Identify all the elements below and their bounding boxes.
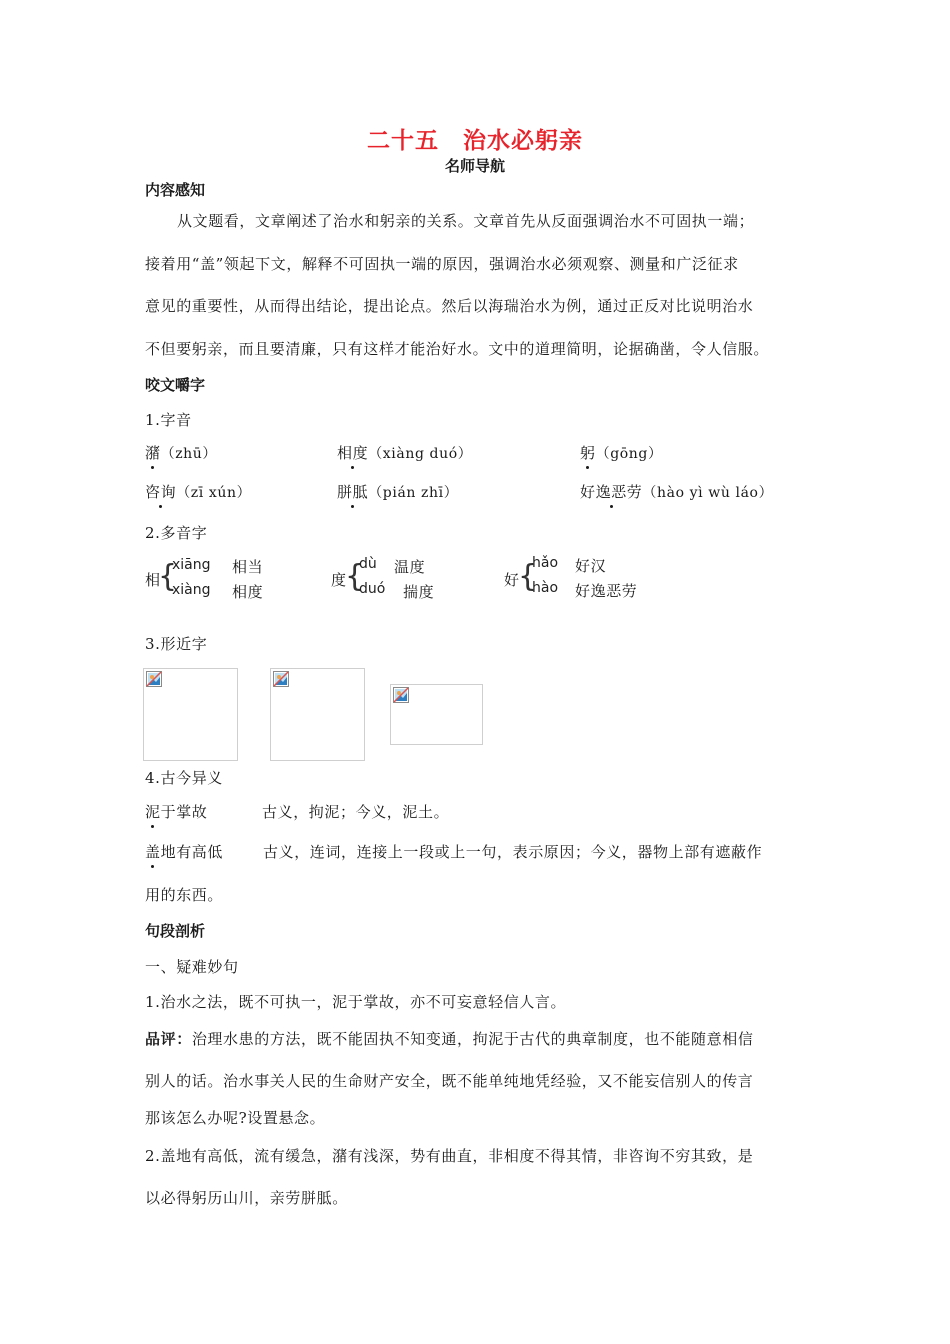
comment-line: 那该怎么办呢?设置悬念。 xyxy=(145,1109,326,1127)
image-placeholder xyxy=(390,684,483,745)
gu-jin-item xyxy=(145,801,207,822)
paragraph-line: 意见的重要性，从而得出结论，提出论点。然后以海瑞治水为例，通过正反对比说明治水 xyxy=(145,297,754,315)
dotted-word: 躬 xyxy=(580,444,596,462)
image-placeholder xyxy=(270,668,365,761)
duo-yin-label: 2.多音字 xyxy=(145,524,208,542)
pinyin: （hào yì wù láo） xyxy=(642,485,774,501)
pinyin: （zī xún） xyxy=(176,485,252,501)
comment-line xyxy=(145,1028,753,1049)
broken-image-icon xyxy=(273,671,289,687)
polyphone-word: 相当 xyxy=(232,558,264,576)
brace-icon: { xyxy=(158,559,178,594)
section-heading-words: 咬文嚼字 xyxy=(145,376,206,394)
polyphone-char: 好 xyxy=(504,571,520,589)
polyphone-word: 相度 xyxy=(232,583,264,601)
comment-text: 治理水患的方法，既不能固执不知变通，拘泥于古代的典章制度，也不能随意相信 xyxy=(191,1030,754,1048)
pronunciation-item xyxy=(580,442,663,463)
dotted-word: 咨询 xyxy=(145,483,177,501)
dotted-word: 潴 xyxy=(145,444,161,462)
phrase: 盖地有高低 xyxy=(145,843,224,861)
pronunciation-item xyxy=(145,442,217,463)
polyphone-pinyin: hǎo xyxy=(532,555,559,571)
xing-jin-label: 3.形近字 xyxy=(145,635,208,653)
broken-image-icon xyxy=(393,687,409,703)
pinyin: （zhū） xyxy=(160,446,218,462)
zi-yin-label: 1.字音 xyxy=(145,411,192,429)
polyphone-word: 好汉 xyxy=(575,557,607,575)
dotted-word: 胼胝 xyxy=(337,483,369,501)
polyphone-word: 好逸恶劳 xyxy=(575,582,638,600)
page-title: 二十五 治水必躬亲 xyxy=(367,128,583,154)
gu-jin-definition: 古义，拘泥；今义，泥土。 xyxy=(262,803,450,821)
gu-jin-definition-cont: 用的东西。 xyxy=(145,886,224,904)
paragraph-line: 接着用“盖”领起下文，解释不可固执一端的原因，强调治水必须观察、测量和广泛征求 xyxy=(145,255,739,273)
sentence: 1.治水之法，既不可执一，泥于掌故，亦不可妄意轻信人言。 xyxy=(145,993,567,1011)
polyphone-char: 度 xyxy=(331,571,347,589)
polyphone-pinyin: dù xyxy=(359,556,377,572)
polyphone-pinyin: duó xyxy=(359,581,386,597)
page-subtitle: 名师导航 xyxy=(444,157,505,175)
pronunciation-item xyxy=(580,481,773,502)
section-heading-analysis: 句段剖析 xyxy=(145,922,206,940)
dotted-word: 相度 xyxy=(337,444,369,462)
dotted-char: 泥 xyxy=(145,803,161,821)
image-placeholder xyxy=(143,668,238,761)
gu-jin-item xyxy=(145,841,223,862)
gu-jin-label: 4.古今异义 xyxy=(145,769,223,787)
pinyin: （pián zhī） xyxy=(368,485,459,501)
brace-icon: { xyxy=(518,559,538,594)
comment-label: 品评： xyxy=(145,1030,192,1048)
sub-heading: 一、疑难妙句 xyxy=(145,958,239,976)
polyphone-char: 相 xyxy=(145,571,161,589)
pronunciation-item xyxy=(337,442,472,463)
pronunciation-item xyxy=(337,481,458,502)
section-heading-content: 内容感知 xyxy=(145,181,206,199)
broken-image-icon xyxy=(146,671,162,687)
sentence: 以必得躬历山川，亲劳胼胝。 xyxy=(145,1189,348,1207)
gu-jin-definition: 古义，连词，连接上一段或上一句，表示原因；今义，器物上部有遮蔽作 xyxy=(263,843,763,861)
polyphone-pinyin: hào xyxy=(532,580,559,596)
dotted-char: 盖 xyxy=(145,843,161,861)
polyphone-word: 温度 xyxy=(394,558,426,576)
polyphone-word: 揣度 xyxy=(403,583,435,601)
pinyin: （gōng） xyxy=(595,446,663,462)
pronunciation-item xyxy=(145,481,251,502)
dotted-word: 好逸恶劳 xyxy=(580,483,643,501)
brace-icon: { xyxy=(345,559,365,594)
comment-line: 别人的话。治水事关人民的生命财产安全，既不能单纯地凭经验，又不能妄信别人的传言 xyxy=(145,1072,754,1090)
paragraph-line: 不但要躬亲，而且要清廉，只有这样才能治好水。文中的道理简明，论据确凿，令人信服。 xyxy=(145,340,770,358)
phrase: 泥于掌故 xyxy=(145,803,208,821)
paragraph-line: 从文题看，文章阐述了治水和躬亲的关系。文章首先从反面强调治水不可固执一端； xyxy=(177,212,755,230)
polyphone-pinyin: xiāng xyxy=(172,557,211,573)
sentence: 2.盖地有高低，流有缓急，潴有浅深，势有曲直，非相度不得其情，非咨询不穷其致，是 xyxy=(145,1147,754,1165)
polyphone-pinyin: xiàng xyxy=(172,582,211,598)
pinyin: （xiàng duó） xyxy=(368,446,473,462)
